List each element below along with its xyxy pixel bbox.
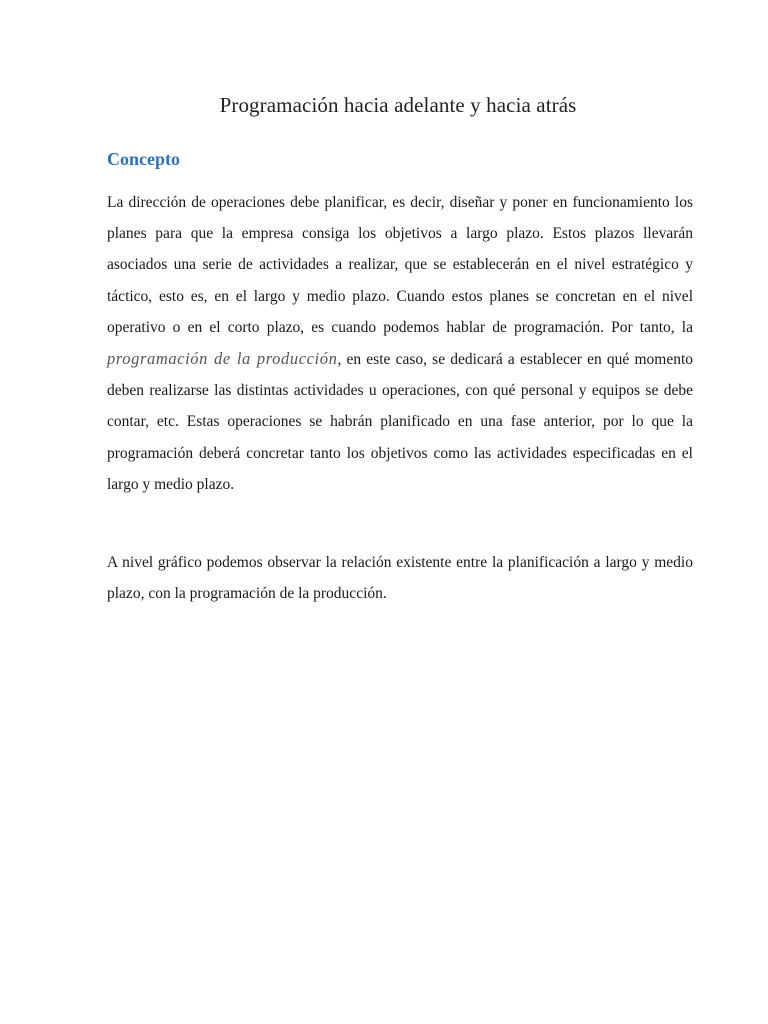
paragraph-graphic-relation: A nivel gráfico podemos observar la relación existente entre la planificación a largo y medio plazo, con la programación de la producción.: [107, 554, 693, 603]
emphasized-term: programación de la producción: [107, 349, 338, 369]
document-title: Programación hacia adelante y hacia atrás: [219, 93, 577, 117]
paragraph-text-start: La dirección de operaciones debe planificar, es decir, diseñar y poner en funcionamiento los planes para que la empresa consiga los objetivos a largo plazo. Estos plazos llevarán asociados una serie de actividades a realizar, que se establecerán en el nivel estratégico y táctico, esto es, en el largo y medio plazo. Cuando estos planes se concretan en el nivel operativo o en el corto plazo, es cuando podemos hablar de programación. Por tanto, la: [107, 194, 693, 336]
paragraph-text-end: , en este caso, se dedicará a establecer en qué momento deben realizarse las distintas actividades u operaciones, con qué personal y equipos se debe contar, etc. Estas operaciones se habrán planificado en una fase anterior, por lo que la programación deberá concretar tanto los objetivos como las actividades especificadas en el largo y medio plazo.: [107, 351, 694, 493]
paragraph-concept: [107, 187, 693, 500]
section-heading-concepto: Concepto: [107, 149, 180, 169]
